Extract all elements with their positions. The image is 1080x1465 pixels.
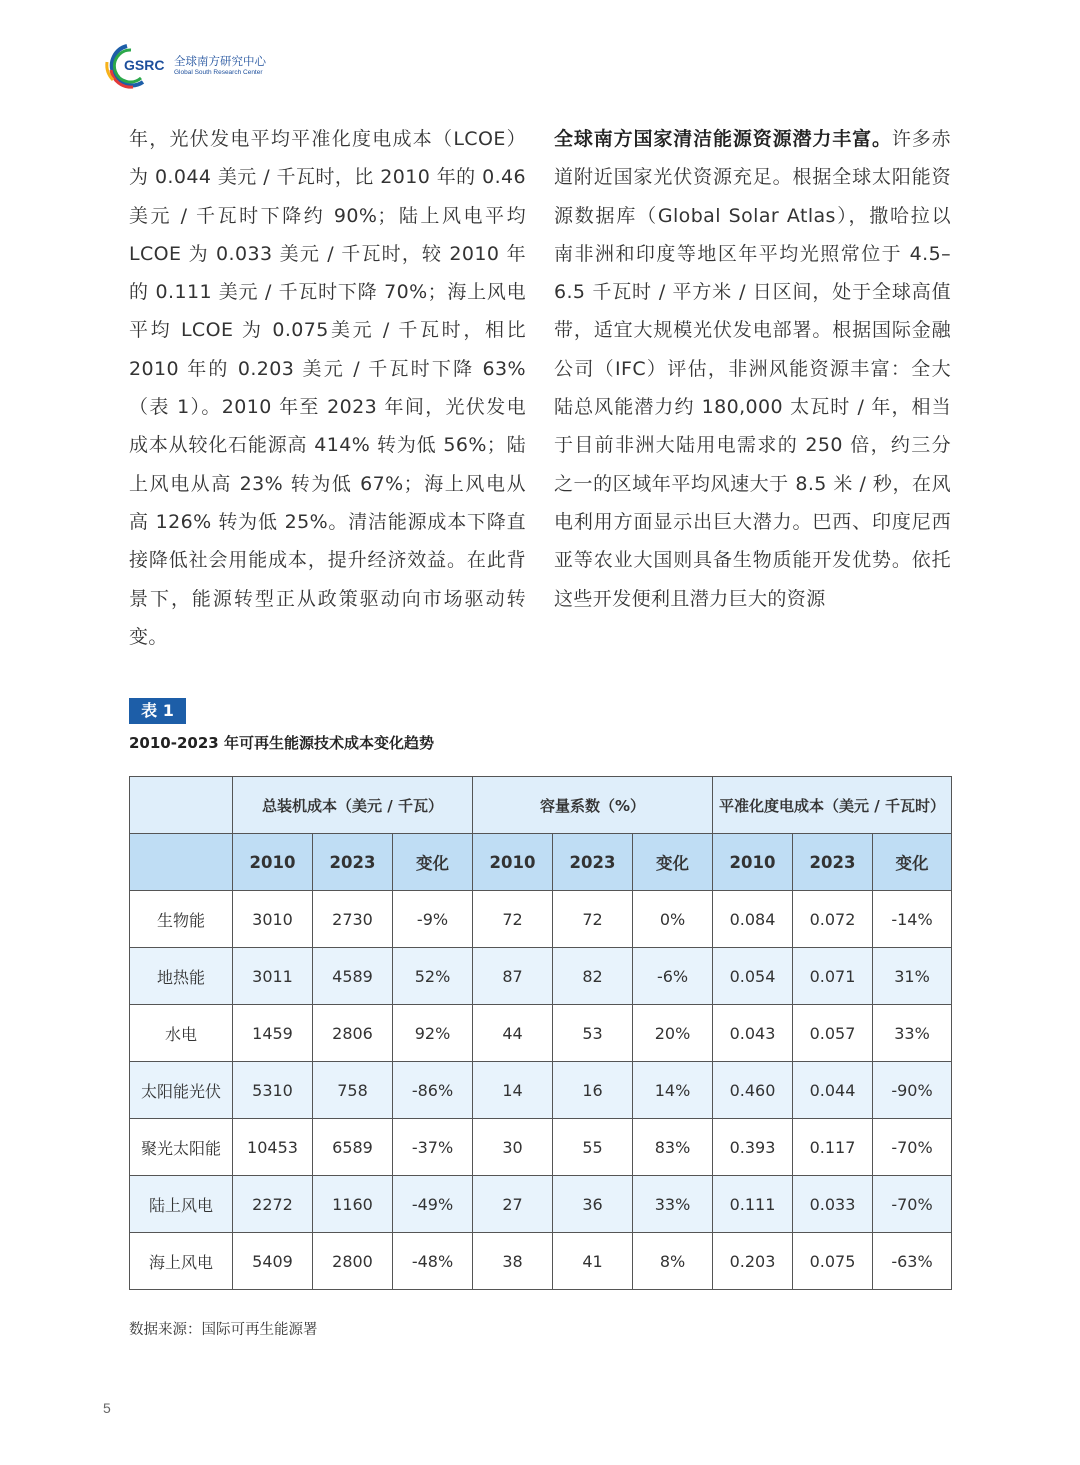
table-cell: 41: [553, 1233, 633, 1290]
table-cell: 2800: [313, 1233, 393, 1290]
table-row: [130, 891, 952, 948]
table-cell: 55: [553, 1119, 633, 1176]
table-row: [130, 1005, 952, 1062]
sub-header: 2010: [713, 834, 793, 891]
table-cell: 5310: [233, 1062, 313, 1119]
cost-table: [129, 776, 952, 1290]
table-cell: 87: [473, 948, 553, 1005]
group-header-capacity-factor: 容量系数（%）: [473, 777, 713, 834]
table-source: 数据来源：国际可再生能源署: [129, 1322, 318, 1338]
table-cell: 0.057: [793, 1005, 873, 1062]
sub-header: 2023: [313, 834, 393, 891]
sub-header: 2023: [553, 834, 633, 891]
table-cell: 0%: [633, 891, 713, 948]
table-cell: 16: [553, 1062, 633, 1119]
table-sub-header-row: [130, 834, 952, 891]
org-name-en: Global South Research Center: [174, 69, 263, 76]
table-cell: 20%: [633, 1005, 713, 1062]
table-cell: -48%: [393, 1233, 473, 1290]
table-cell: 83%: [633, 1119, 713, 1176]
table-cell: 53: [553, 1005, 633, 1062]
sub-header: 变化: [393, 834, 473, 891]
table-corner-cell: [130, 777, 233, 834]
table-cell: 31%: [873, 948, 952, 1005]
sub-header: 2023: [793, 834, 873, 891]
sub-header: 2010: [233, 834, 313, 891]
table-cell: 2806: [313, 1005, 393, 1062]
table-cell: 0.072: [793, 891, 873, 948]
table-cell: 0.117: [793, 1119, 873, 1176]
table-cell: 0.460: [713, 1062, 793, 1119]
table-row: [130, 948, 952, 1005]
row-label-cell: 陆上风电: [130, 1176, 233, 1233]
table-row: [130, 1176, 952, 1233]
table-cell: -63%: [873, 1233, 952, 1290]
row-label-cell: 聚光太阳能: [130, 1119, 233, 1176]
table-row: [130, 1119, 952, 1176]
table-cell: 10453: [233, 1119, 313, 1176]
table-cell: 30: [473, 1119, 553, 1176]
table-cell: -49%: [393, 1176, 473, 1233]
table-row: [130, 1062, 952, 1119]
table-cell: 33%: [873, 1005, 952, 1062]
right-column: [554, 120, 951, 618]
table-cell: 2730: [313, 891, 393, 948]
sub-header: 变化: [633, 834, 713, 891]
row-label-cell: 地热能: [130, 948, 233, 1005]
left-column-text: 年，光伏发电平均平准化度电成本（LCOE）为 0.044 美元 / 千瓦时，比 2010 年的 0.46 美元 / 千瓦时下降约 90%；陆上风电平均 LCOE 为 0.033 美元 / 千瓦时，较 2010 年的 0.111 美元 / 千瓦时下降 70%；海上风电平均 LCOE 为 0.075美元 / 千瓦时，相比 2010 年的 0.203 美元 / 千瓦时下降 63%（表 1）。2010 年至 2023 年间，光伏发电成本从较化石能源高 414% 转为低 56%；陆上风电从高 23% 转为低 67%；海上风电从高 126% 转为低 25%。清洁能源成本下降直接降低社会用能成本，提升经济效益。在此背景下，能源转型正从政策驱动向市场驱动转变。: [129, 128, 526, 648]
table-cell: 72: [473, 891, 553, 948]
sub-header: 变化: [873, 834, 952, 891]
table-cell: 0.203: [713, 1233, 793, 1290]
table-cell: -70%: [873, 1176, 952, 1233]
table-cell: 27: [473, 1176, 553, 1233]
table-cell: 6589: [313, 1119, 393, 1176]
group-header-installed-cost: 总装机成本（美元 / 千瓦）: [233, 777, 473, 834]
table-cell: 0.043: [713, 1005, 793, 1062]
sub-header: 2010: [473, 834, 553, 891]
group-header-lcoe: 平准化度电成本（美元 / 千瓦时）: [713, 777, 952, 834]
table-cell: -14%: [873, 891, 952, 948]
org-name-cn: 全球南方研究中心: [174, 54, 266, 68]
row-label-cell: 太阳能光伏: [130, 1062, 233, 1119]
table-cell: 0.111: [713, 1176, 793, 1233]
logo-text: GSRC: [124, 57, 165, 73]
table-tag: 表 1: [129, 698, 186, 724]
table-cell: 36: [553, 1176, 633, 1233]
table-cell: 8%: [633, 1233, 713, 1290]
right-column-heading: 全球南方国家清洁能源资源潜力丰富。: [554, 128, 892, 150]
table-cell: 758: [313, 1062, 393, 1119]
table-corner-cell: [130, 834, 233, 891]
table-cell: 3010: [233, 891, 313, 948]
table-cell: 92%: [393, 1005, 473, 1062]
row-label-cell: 海上风电: [130, 1233, 233, 1290]
table-cell: 0.033: [793, 1176, 873, 1233]
table-cell: 2272: [233, 1176, 313, 1233]
table-cell: -9%: [393, 891, 473, 948]
table-cell: 0.044: [793, 1062, 873, 1119]
table-cell: -90%: [873, 1062, 952, 1119]
table-row: [130, 1233, 952, 1290]
table-cell: 0.393: [713, 1119, 793, 1176]
table-cell: -6%: [633, 948, 713, 1005]
table-cell: 0.075: [793, 1233, 873, 1290]
table-cell: 5409: [233, 1233, 313, 1290]
table-cell: -70%: [873, 1119, 952, 1176]
table-cell: 33%: [633, 1176, 713, 1233]
table-cell: 0.084: [713, 891, 793, 948]
table-cell: 52%: [393, 948, 473, 1005]
table-group-header-row: [130, 777, 952, 834]
row-label-cell: 水电: [130, 1005, 233, 1062]
table-cell: 72: [553, 891, 633, 948]
table-cell: 14: [473, 1062, 553, 1119]
table-cell: 1459: [233, 1005, 313, 1062]
table-cell: 38: [473, 1233, 553, 1290]
table-cell: 0.071: [793, 948, 873, 1005]
table-cell: 1160: [313, 1176, 393, 1233]
table-cell: -86%: [393, 1062, 473, 1119]
table-cell: 44: [473, 1005, 553, 1062]
row-label-cell: 生物能: [130, 891, 233, 948]
page-number: 5: [103, 1400, 111, 1416]
table-cell: 3011: [233, 948, 313, 1005]
table-cell: 4589: [313, 948, 393, 1005]
table-cell: 82: [553, 948, 633, 1005]
right-column-text: 许多赤道附近国家光伏资源充足。根据全球太阳能资源数据库（Global Solar Atlas），撒哈拉以南非洲和印度等地区年平均光照常位于 4.5–6.5 千瓦时 / 平方米 / 日区间，处于全球高值带，适宜大规模光伏发电部署。根据国际金融公司（IFC）评估，非洲风能资源丰富：全大陆总风能潜力约 180,000 太瓦时 / 年，相当于目前非洲大陆用电需求的 250 倍，约三分之一的区域年平均风速大于 8.5 米 / 秒，在风电利用方面显示出巨大潜力。巴西、印度尼西亚等农业大国则具备生物质能开发优势。依托这些开发便利且潜力巨大的资源: [554, 128, 951, 610]
table-title: 2010-2023 年可再生能源技术成本变化趋势: [129, 734, 434, 752]
table-cell: 14%: [633, 1062, 713, 1119]
table-cell: 0.054: [713, 948, 793, 1005]
table-cell: -37%: [393, 1119, 473, 1176]
